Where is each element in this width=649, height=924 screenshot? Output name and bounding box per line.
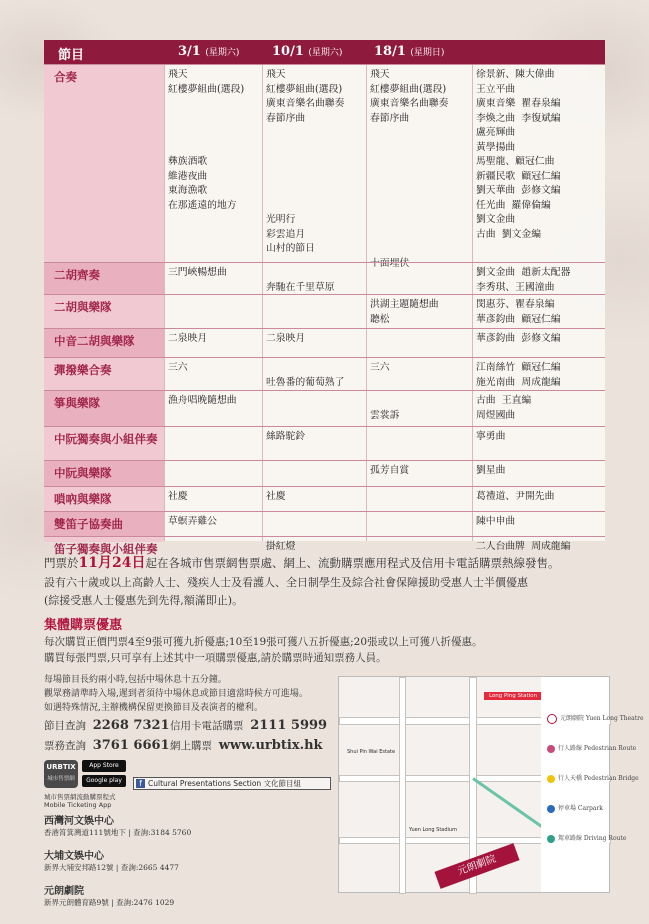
piece-cell: 漁舟唱晚隨想曲: [168, 395, 237, 406]
map-legend: 元朗劇院 Yuen Long Theatre 行人路線 Pedestrian Route 行人天橋 Pedestrian Bridge 停車場 Carpark 駕車路線 Driving Route: [541, 677, 609, 892]
composer-cell: 劉文金曲 趙新太配器 李秀琪、王國潼曲: [476, 267, 571, 293]
row-label: [44, 295, 164, 329]
table-row: [44, 390, 605, 427]
header-date-1: 3/1 (星期六): [178, 44, 240, 59]
app-store-badge[interactable]: App Store: [82, 760, 126, 772]
piece-cell: 吐魯番的葡萄熟了: [266, 376, 345, 388]
map-estate-label: Shui Pin Wai Estate: [347, 749, 396, 755]
row-label-text: 中音二胡與樂隊: [54, 334, 135, 348]
group-discount-title: 集體購票優惠: [44, 618, 123, 633]
composer-cell: 二人台曲牌 周成龍編: [476, 541, 571, 552]
piece-cell: 絲路駝鈴: [266, 431, 306, 442]
location-map[interactable]: [338, 676, 644, 893]
table-row: [44, 294, 605, 329]
map-station-label: Long Ping Station: [484, 692, 542, 700]
row-label-text: 笛子獨奏與小組伴奏: [54, 542, 158, 556]
piece-cell: 三門峽暢想曲: [168, 267, 227, 278]
table-row: [44, 426, 605, 461]
row-label-text: 箏與樂隊: [54, 396, 100, 410]
concession-line: 設有六十歲或以上高齡人士、殘疾人士及看護人、全日制學生及綜合社會保障援助受惠人士半價優惠: [44, 576, 528, 589]
app-caption: 城市售票網流動購票程式: [44, 793, 116, 801]
row-label-text: 雙笛子協奏曲: [54, 517, 123, 531]
venue-address: 香港筲箕灣道111號地下 | 查詢:3184 5760: [44, 828, 192, 837]
composer-cell: 陳中申曲: [476, 516, 516, 527]
google-play-badge[interactable]: Google play: [82, 775, 126, 787]
ticket-sale-line: 門票於11月24日起在各城市售票網售票處、網上、流動購票應用程式及信用卡電話購票熱線發售。: [44, 555, 560, 571]
piece-cell: 奔馳在千里草原: [266, 281, 335, 293]
row-label: [44, 427, 164, 461]
venue-address: 新界元朗體育路9號 | 查詢:2476 1029: [44, 898, 175, 907]
piece-cell: 社慶: [168, 491, 188, 502]
table-header: [44, 40, 605, 64]
venue-name: 大埔文娛中心: [44, 851, 104, 862]
venue-address: 新界大埔安邦路12號 | 查詢:2665 4477: [44, 863, 179, 872]
map-road: [399, 677, 406, 894]
composer-cell: 劉星曲: [476, 465, 506, 476]
venue-name: 西灣河文娛中心: [44, 816, 114, 827]
composer-cell: 徐景新、陳大偉曲 王立平曲 廣東音樂 瞿春泉編 李煥之曲 李復斌編 盧亮輝曲 黃學揚曲 馬聖龍、顧冠仁曲 新疆民歌 顧冠仁編 劉天華曲 彭修文編 任光曲 羅偉倫編 劉文金曲 古曲 劉文金編: [476, 69, 561, 240]
table-row: [44, 328, 605, 358]
piece-cell: 飛天 紅樓夢組曲(選段) 彝族酒歌 維港夜曲 東海漁歌 在那遙遠的地方: [168, 69, 245, 211]
table-row: [44, 536, 605, 556]
bridge-icon: [547, 775, 555, 783]
pedestrian-icon: [547, 745, 555, 753]
row-label-text: 中阮獨奏與小組伴奏: [54, 432, 158, 446]
row-label-text: 彈撥樂合奏: [54, 363, 112, 377]
table-row: [44, 460, 605, 487]
row-label: [44, 461, 164, 487]
note-duration: 每場節目長約兩小時,包括中場休息十五分鐘。: [44, 675, 227, 685]
concession-note: (綜援受惠人士優惠先到先得,額滿即止)。: [44, 594, 244, 607]
composer-cell: 閔惠芬、瞿春泉編 華彥鈞曲 顧冠仁編: [476, 299, 561, 325]
row-label: [44, 358, 164, 391]
piece-cell: 洪湖主題隨想曲 聽松: [370, 299, 439, 325]
app-caption-en: Mobile Ticketing App: [44, 801, 112, 809]
credit-card-booking: 信用卡電話購票 2111 5999: [170, 718, 328, 733]
piece-cell: 雲裳訴: [370, 409, 400, 421]
group-discount-note: 購買每張門票,只可享有上述其中一項購票優惠,請於購票時通知票務人員。: [44, 652, 387, 664]
row-label: [44, 65, 164, 263]
car-icon: [547, 835, 555, 843]
table-row: [44, 511, 605, 537]
facebook-icon: f: [136, 779, 145, 788]
row-label: [44, 487, 164, 512]
piece-cell: 三六: [168, 362, 188, 373]
facebook-link[interactable]: f Cultural Presentations Section 文化節目組: [133, 777, 331, 790]
row-label: [44, 537, 164, 556]
table-row: [44, 357, 605, 391]
row-label-text: 中阮與樂隊: [54, 466, 112, 480]
group-discount-line: 每次購買正價門票4至9張可獲九折優惠;10至19張可獲八五折優惠;20張或以上可獲八折優惠。: [44, 636, 483, 648]
programme-table: [44, 40, 605, 556]
composer-cell: 寧勇曲: [476, 431, 506, 442]
urbtix-logo[interactable]: URBTIX 城市售票網: [44, 760, 78, 788]
ticketing-enquiry: 票務查詢 3761 6661: [44, 738, 170, 753]
row-label: [44, 263, 164, 295]
carpark-icon: [547, 805, 555, 813]
map-theatre-label: 元朗劇院: [434, 843, 519, 889]
piece-cell: 飛天 紅樓夢組曲(選段) 廣東音樂名曲聯奏 春節序曲 光明行 彩雲追月 山村的節日: [266, 69, 345, 254]
row-label-text: 二胡齊奏: [54, 268, 100, 282]
piece-cell: 社慶: [266, 491, 286, 502]
piece-cell: 草螟弄雞公: [168, 516, 217, 527]
row-label-text: 二胡與樂隊: [54, 300, 112, 314]
map-stadium-label: Yuen Long Stadium: [409, 827, 457, 833]
venue-name: 元朗劇院: [44, 886, 84, 897]
online-booking[interactable]: 網上購票 www.urbtix.hk: [170, 738, 323, 753]
piece-cell: 三六: [370, 362, 390, 373]
piece-cell: 孤芳自賞: [370, 465, 410, 476]
programme-enquiry: 節目查詢 2268 7321: [44, 718, 170, 733]
composer-cell: 古曲 王直編 周煜國曲: [476, 395, 532, 421]
piece-cell: 掛紅燈: [266, 541, 296, 552]
sale-date: 11月24日: [78, 555, 146, 571]
row-label-text: 合奏: [54, 70, 77, 84]
header-programme: 節目: [58, 48, 85, 63]
row-label: [44, 329, 164, 358]
piece-cell: 二泉映月: [168, 333, 208, 344]
table-row: [44, 262, 605, 295]
composer-cell: 葛禮道、尹開先曲: [476, 491, 555, 502]
note-rights: 如遇特殊情況,主辦機構保留更換節目及表演者的權利。: [44, 703, 263, 713]
note-latecomers: 觀眾務請準時入場,遲到者須待中場休息或節目適當時候方可進場。: [44, 689, 308, 699]
piece-cell: 二泉映月: [266, 333, 306, 344]
row-label-text: 嗩吶與樂隊: [54, 492, 112, 506]
header-date-3: 18/1 (星期日): [374, 44, 445, 59]
header-date-2: 10/1 (星期六): [272, 44, 343, 59]
row-label: [44, 512, 164, 537]
table-row: [44, 486, 605, 512]
table-row: [44, 64, 605, 269]
piece-cell: 飛天 紅樓夢組曲(選段) 廣東音樂名曲聯奏 春節序曲 十面埋伏: [370, 69, 449, 269]
composer-cell: 華彥鈞曲 彭修文編: [476, 333, 561, 344]
theatre-icon: [547, 714, 557, 724]
composer-cell: 江南絲竹 顧冠仁編 施光南曲 周成龍編: [476, 362, 561, 388]
row-label: [44, 391, 164, 427]
